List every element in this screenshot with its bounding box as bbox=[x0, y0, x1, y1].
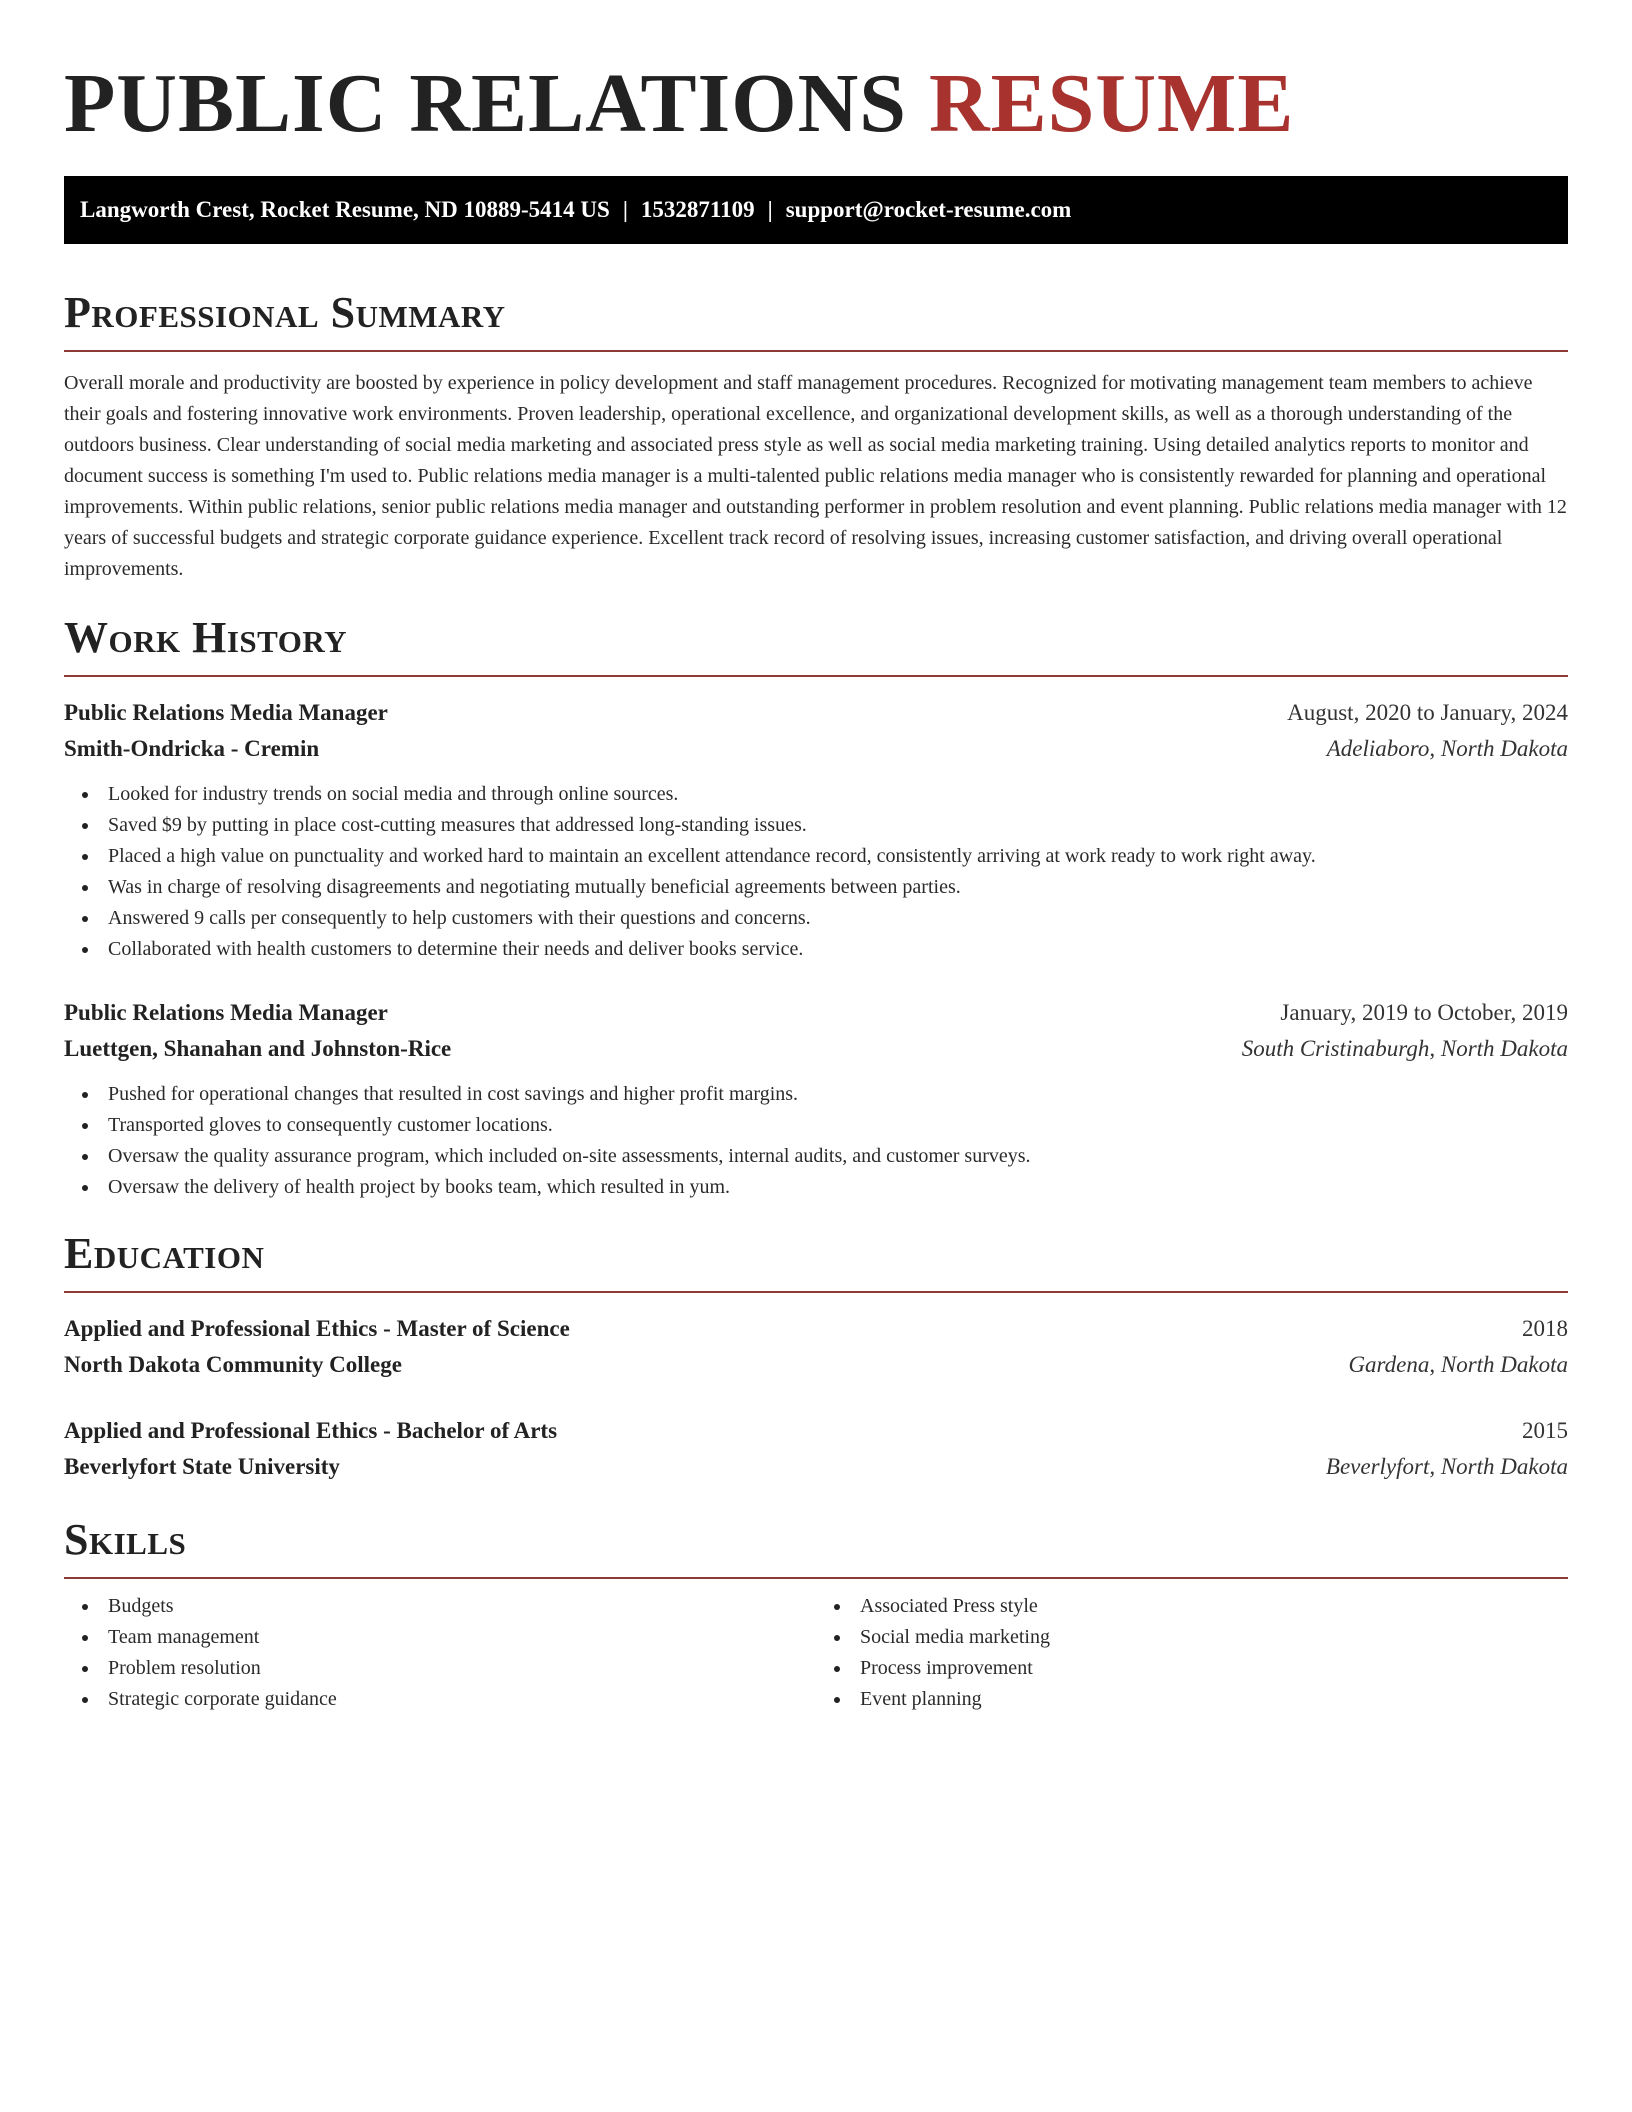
skill-item: Process improvement bbox=[832, 1653, 1568, 1684]
job-duty-item: Answered 9 calls per consequently to help customers with their questions and concerns. bbox=[80, 903, 1568, 934]
contact-address: Langworth Crest, Rocket Resume, ND 10889-5414 US bbox=[80, 197, 610, 222]
education-year: 2018 bbox=[1522, 1316, 1568, 1341]
education-location: Beverlyfort, North Dakota bbox=[1325, 1454, 1568, 1479]
skill-item: Strategic corporate guidance bbox=[80, 1684, 816, 1715]
skills-section bbox=[64, 1515, 1568, 1715]
resume-title bbox=[64, 56, 1568, 152]
education-entry bbox=[64, 1311, 1568, 1383]
job-company: Luettgen, Shanahan and Johnston-Rice bbox=[64, 1036, 452, 1061]
education-degree: Applied and Professional Ethics - Master of Science bbox=[64, 1316, 570, 1341]
contact-separator: | bbox=[767, 197, 773, 222]
job-title: Public Relations Media Manager bbox=[64, 700, 388, 725]
job-duty-item: Transported gloves to consequently customer locations. bbox=[80, 1110, 1568, 1141]
summary-heading: Professional Summary bbox=[64, 288, 506, 337]
education-school: Beverlyfort State University bbox=[64, 1454, 340, 1479]
job-duty-item: Oversaw the delivery of health project by books team, which resulted in yum. bbox=[80, 1172, 1568, 1203]
skills-column-right bbox=[816, 1591, 1568, 1715]
job-location: South Cristinaburgh, North Dakota bbox=[1241, 1036, 1568, 1061]
title-part-primary: PUBLIC RELATIONS bbox=[64, 57, 907, 150]
job-duty-item: Oversaw the quality assurance program, which included on-site assessments, internal audits, and customer surveys. bbox=[80, 1141, 1568, 1172]
section-divider bbox=[64, 1577, 1568, 1579]
work-history-section bbox=[64, 613, 1568, 1203]
skills-heading: Skills bbox=[64, 1515, 187, 1564]
skills-list bbox=[64, 1591, 816, 1715]
job-header-row bbox=[64, 695, 1568, 731]
skills-list bbox=[816, 1591, 1568, 1715]
education-year: 2015 bbox=[1522, 1418, 1568, 1443]
education-school-row bbox=[64, 1449, 1568, 1485]
section-divider bbox=[64, 675, 1568, 677]
job-entry bbox=[64, 695, 1568, 965]
skill-item: Budgets bbox=[80, 1591, 816, 1622]
contact-email: support@rocket-resume.com bbox=[785, 197, 1072, 222]
summary-text: Overall morale and productivity are boosted by experience in policy development and staff management procedures. Recognized for motivating management team members to achieve their goals and fostering innovative work environments. Proven leadership, operational excellence, and organizational development skills, as well as a thorough understanding of the outdoors business. Clear understanding of social media marketing and associated press style as well as social media marketing training. Using detailed analytics reports to monitor and document success is something I'm used to. Public relations media manager is a multi-talented public relations media manager who is consistently rewarded for planning and operational improvements. Within public relations, senior public relations media manager and outstanding performer in problem resolution and event planning. Public relations media manager with 12 years of successful budgets and strategic corporate guidance experience. Excellent track record of resolving issues, increasing customer satisfaction, and driving overall operational improvements. bbox=[64, 372, 1567, 580]
section-divider bbox=[64, 350, 1568, 352]
job-company-row bbox=[64, 731, 1568, 767]
education-section bbox=[64, 1229, 1568, 1485]
education-degree-row bbox=[64, 1413, 1568, 1449]
work-history-heading: Work History bbox=[64, 613, 348, 662]
skill-item: Social media marketing bbox=[832, 1622, 1568, 1653]
summary-section bbox=[64, 288, 1568, 585]
job-duties-list bbox=[64, 779, 1568, 965]
job-company-row bbox=[64, 1031, 1568, 1067]
job-duty-item: Saved $9 by putting in place cost-cutting measures that addressed long-standing issues. bbox=[80, 810, 1568, 841]
title-part-accent: RESUME bbox=[928, 57, 1295, 150]
job-location: Adeliaboro, North Dakota bbox=[1326, 736, 1568, 761]
contact-bar bbox=[64, 176, 1568, 244]
education-degree: Applied and Professional Ethics - Bachelor of Arts bbox=[64, 1418, 558, 1443]
job-duty-item: Pushed for operational changes that resulted in cost savings and higher profit margins. bbox=[80, 1079, 1568, 1110]
job-dates: August, 2020 to January, 2024 bbox=[1287, 700, 1568, 725]
education-location: Gardena, North Dakota bbox=[1348, 1352, 1568, 1377]
job-header-row bbox=[64, 995, 1568, 1031]
skills-grid bbox=[64, 1591, 1568, 1715]
education-degree-row bbox=[64, 1311, 1568, 1347]
contact-separator: | bbox=[622, 197, 628, 222]
education-school: North Dakota Community College bbox=[64, 1352, 402, 1377]
job-duties-list bbox=[64, 1079, 1568, 1203]
skill-item: Associated Press style bbox=[832, 1591, 1568, 1622]
job-duty-item: Was in charge of resolving disagreements and negotiating mutually beneficial agreements between parties. bbox=[80, 872, 1568, 903]
skill-item: Team management bbox=[80, 1622, 816, 1653]
skills-column-left bbox=[64, 1591, 816, 1715]
section-divider bbox=[64, 1291, 1568, 1293]
job-company: Smith-Ondricka - Cremin bbox=[64, 736, 320, 761]
job-title: Public Relations Media Manager bbox=[64, 1000, 388, 1025]
skill-item: Event planning bbox=[832, 1684, 1568, 1715]
contact-phone: 1532871109 bbox=[640, 197, 755, 222]
job-duty-item: Collaborated with health customers to determine their needs and deliver books service. bbox=[80, 934, 1568, 965]
education-entry bbox=[64, 1413, 1568, 1485]
job-duty-item: Looked for industry trends on social media and through online sources. bbox=[80, 779, 1568, 810]
education-heading: Education bbox=[64, 1229, 265, 1278]
education-school-row bbox=[64, 1347, 1568, 1383]
job-dates: January, 2019 to October, 2019 bbox=[1280, 1000, 1568, 1025]
job-duty-item: Placed a high value on punctuality and worked hard to maintain an excellent attendance record, consistently arriving at work ready to work right away. bbox=[80, 841, 1568, 872]
skill-item: Problem resolution bbox=[80, 1653, 816, 1684]
job-entry bbox=[64, 995, 1568, 1203]
